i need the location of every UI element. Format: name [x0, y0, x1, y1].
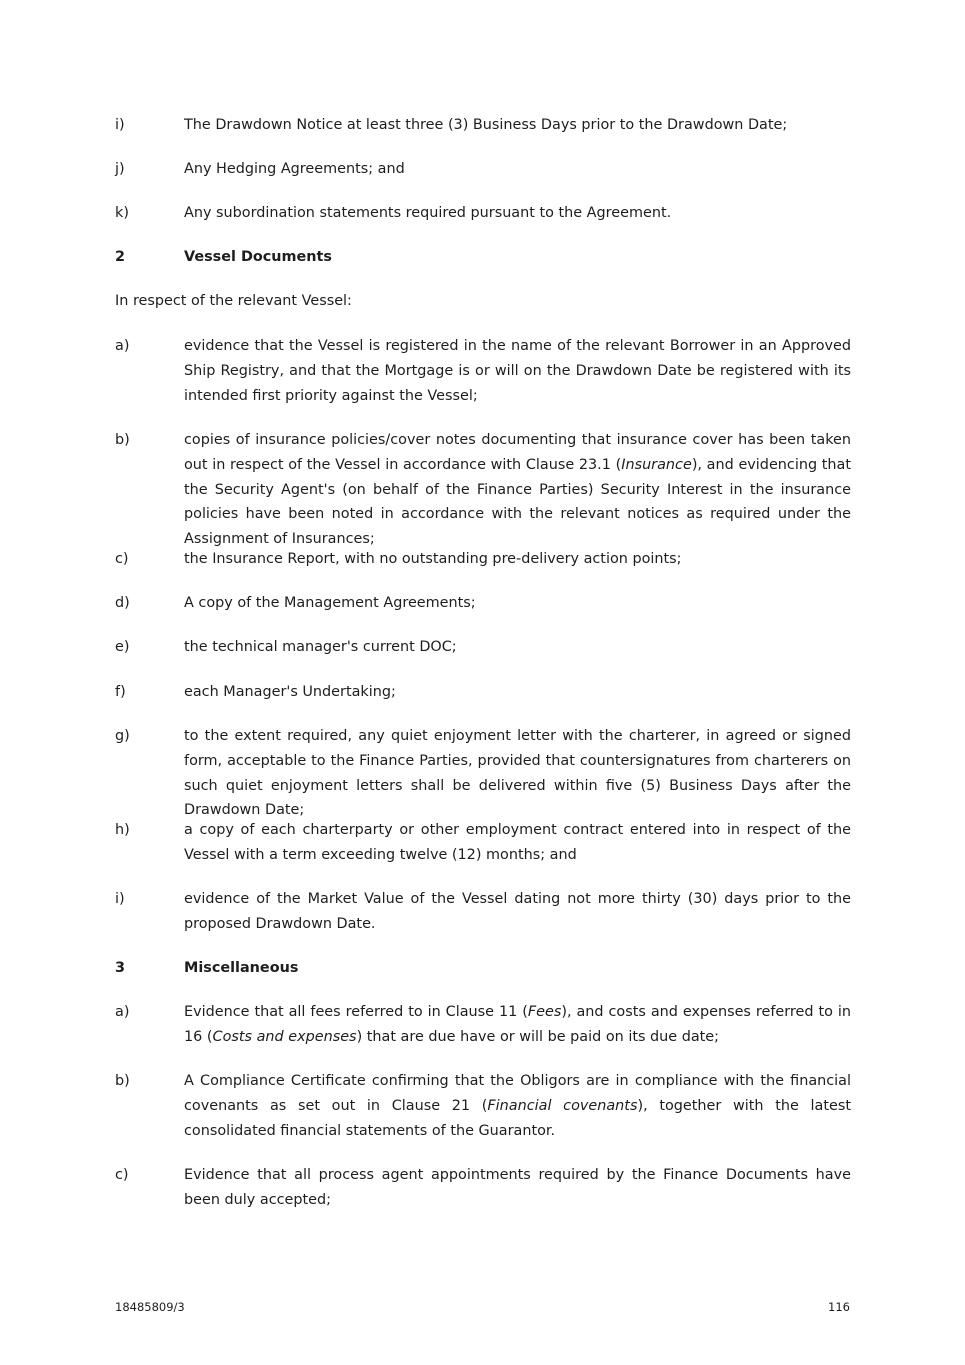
item-label: e) — [115, 639, 130, 655]
list-item — [115, 818, 851, 868]
item-text: Evidence that all fees referred to in Clause 11 (Fees), and costs and expenses referred to in 16 (Costs and expenses) that are due have or will be paid on its due date; — [184, 1004, 851, 1045]
section-number: 2 — [115, 249, 126, 265]
item-text: A copy of the Management Agreements; — [184, 595, 476, 611]
item-label: b) — [115, 432, 130, 448]
item-text: the Insurance Report, with no outstanding pre-delivery action points; — [184, 551, 682, 567]
list-item — [115, 157, 851, 182]
list-item — [115, 1069, 851, 1143]
document-reference: 18485809/3 — [115, 1300, 185, 1314]
item-label: h) — [115, 822, 130, 838]
item-text: evidence of the Market Value of the Vessel dating not more thirty (30) days prior to the proposed Drawdown Date. — [184, 891, 851, 932]
list-item — [115, 334, 851, 408]
item-text: the technical manager's current DOC; — [184, 639, 457, 655]
item-label: c) — [115, 551, 129, 567]
list-item — [115, 887, 851, 937]
list-item — [115, 635, 851, 660]
item-label: i) — [115, 891, 125, 907]
list-item — [115, 547, 851, 572]
item-label: a) — [115, 1004, 130, 1020]
list-item — [115, 591, 851, 616]
item-text: evidence that the Vessel is registered in the name of the relevant Borrower in an Approved Ship Registry, and that the Mortgage is or will on the Drawdown Date be registered with its intended first priority against the Vessel; — [184, 338, 851, 404]
section-heading — [115, 245, 851, 270]
item-text: The Drawdown Notice at least three (3) Business Days prior to the Drawdown Date; — [184, 117, 788, 133]
item-label: a) — [115, 338, 130, 354]
list-item — [115, 201, 851, 226]
item-text: Any Hedging Agreements; and — [184, 161, 405, 177]
item-text: to the extent required, any quiet enjoyment letter with the charterer, in agreed or signed form, acceptable to the Finance Parties, provided that countersignatures from charterers on such quiet enjoyment letters shall be delivered within five (5) Business Days after the Drawdown Date; — [184, 728, 851, 819]
item-label: d) — [115, 595, 130, 611]
item-text: copies of insurance policies/cover notes documenting that insurance cover has been taken out in respect of the Vessel in accordance with Clause 23.1 (Insurance), and evidencing that the Security Agent's (on behalf of the Finance Parties) Security Interest in the insurance policies have been noted in accordance with the relevant notices as required under the Assignment of Insurances; — [184, 432, 851, 548]
item-text: Evidence that all process agent appointments required by the Finance Documents have been duly accepted; — [184, 1167, 851, 1208]
item-label: b) — [115, 1073, 130, 1089]
item-label: c) — [115, 1167, 129, 1183]
list-item — [115, 113, 851, 138]
list-item — [115, 1163, 851, 1213]
list-item — [115, 680, 851, 705]
list-item — [115, 1000, 851, 1050]
item-text: a copy of each charterparty or other employment contract entered into in respect of the Vessel with a term exceeding twelve (12) months; and — [184, 822, 851, 863]
item-label: j) — [115, 161, 125, 177]
list-item — [115, 724, 851, 823]
item-text: A Compliance Certificate confirming that the Obligors are in compliance with the financial covenants as set out in Clause 21 (Financial covenants), together with the latest consolidated financial statements of the Guarantor. — [184, 1073, 851, 1139]
item-text: each Manager's Undertaking; — [184, 684, 396, 700]
item-label: f) — [115, 684, 126, 700]
section-number: 3 — [115, 960, 126, 976]
item-label: i) — [115, 117, 125, 133]
item-text: Any subordination statements required pursuant to the Agreement. — [184, 205, 672, 221]
section-heading — [115, 956, 851, 981]
item-label: g) — [115, 728, 130, 744]
list-item — [115, 428, 851, 552]
item-label: k) — [115, 205, 129, 221]
section-intro: In respect of the relevant Vessel: — [115, 293, 352, 309]
section-title: Vessel Documents — [184, 249, 332, 265]
page-number: 116 — [828, 1300, 850, 1314]
section-title: Miscellaneous — [184, 960, 299, 976]
